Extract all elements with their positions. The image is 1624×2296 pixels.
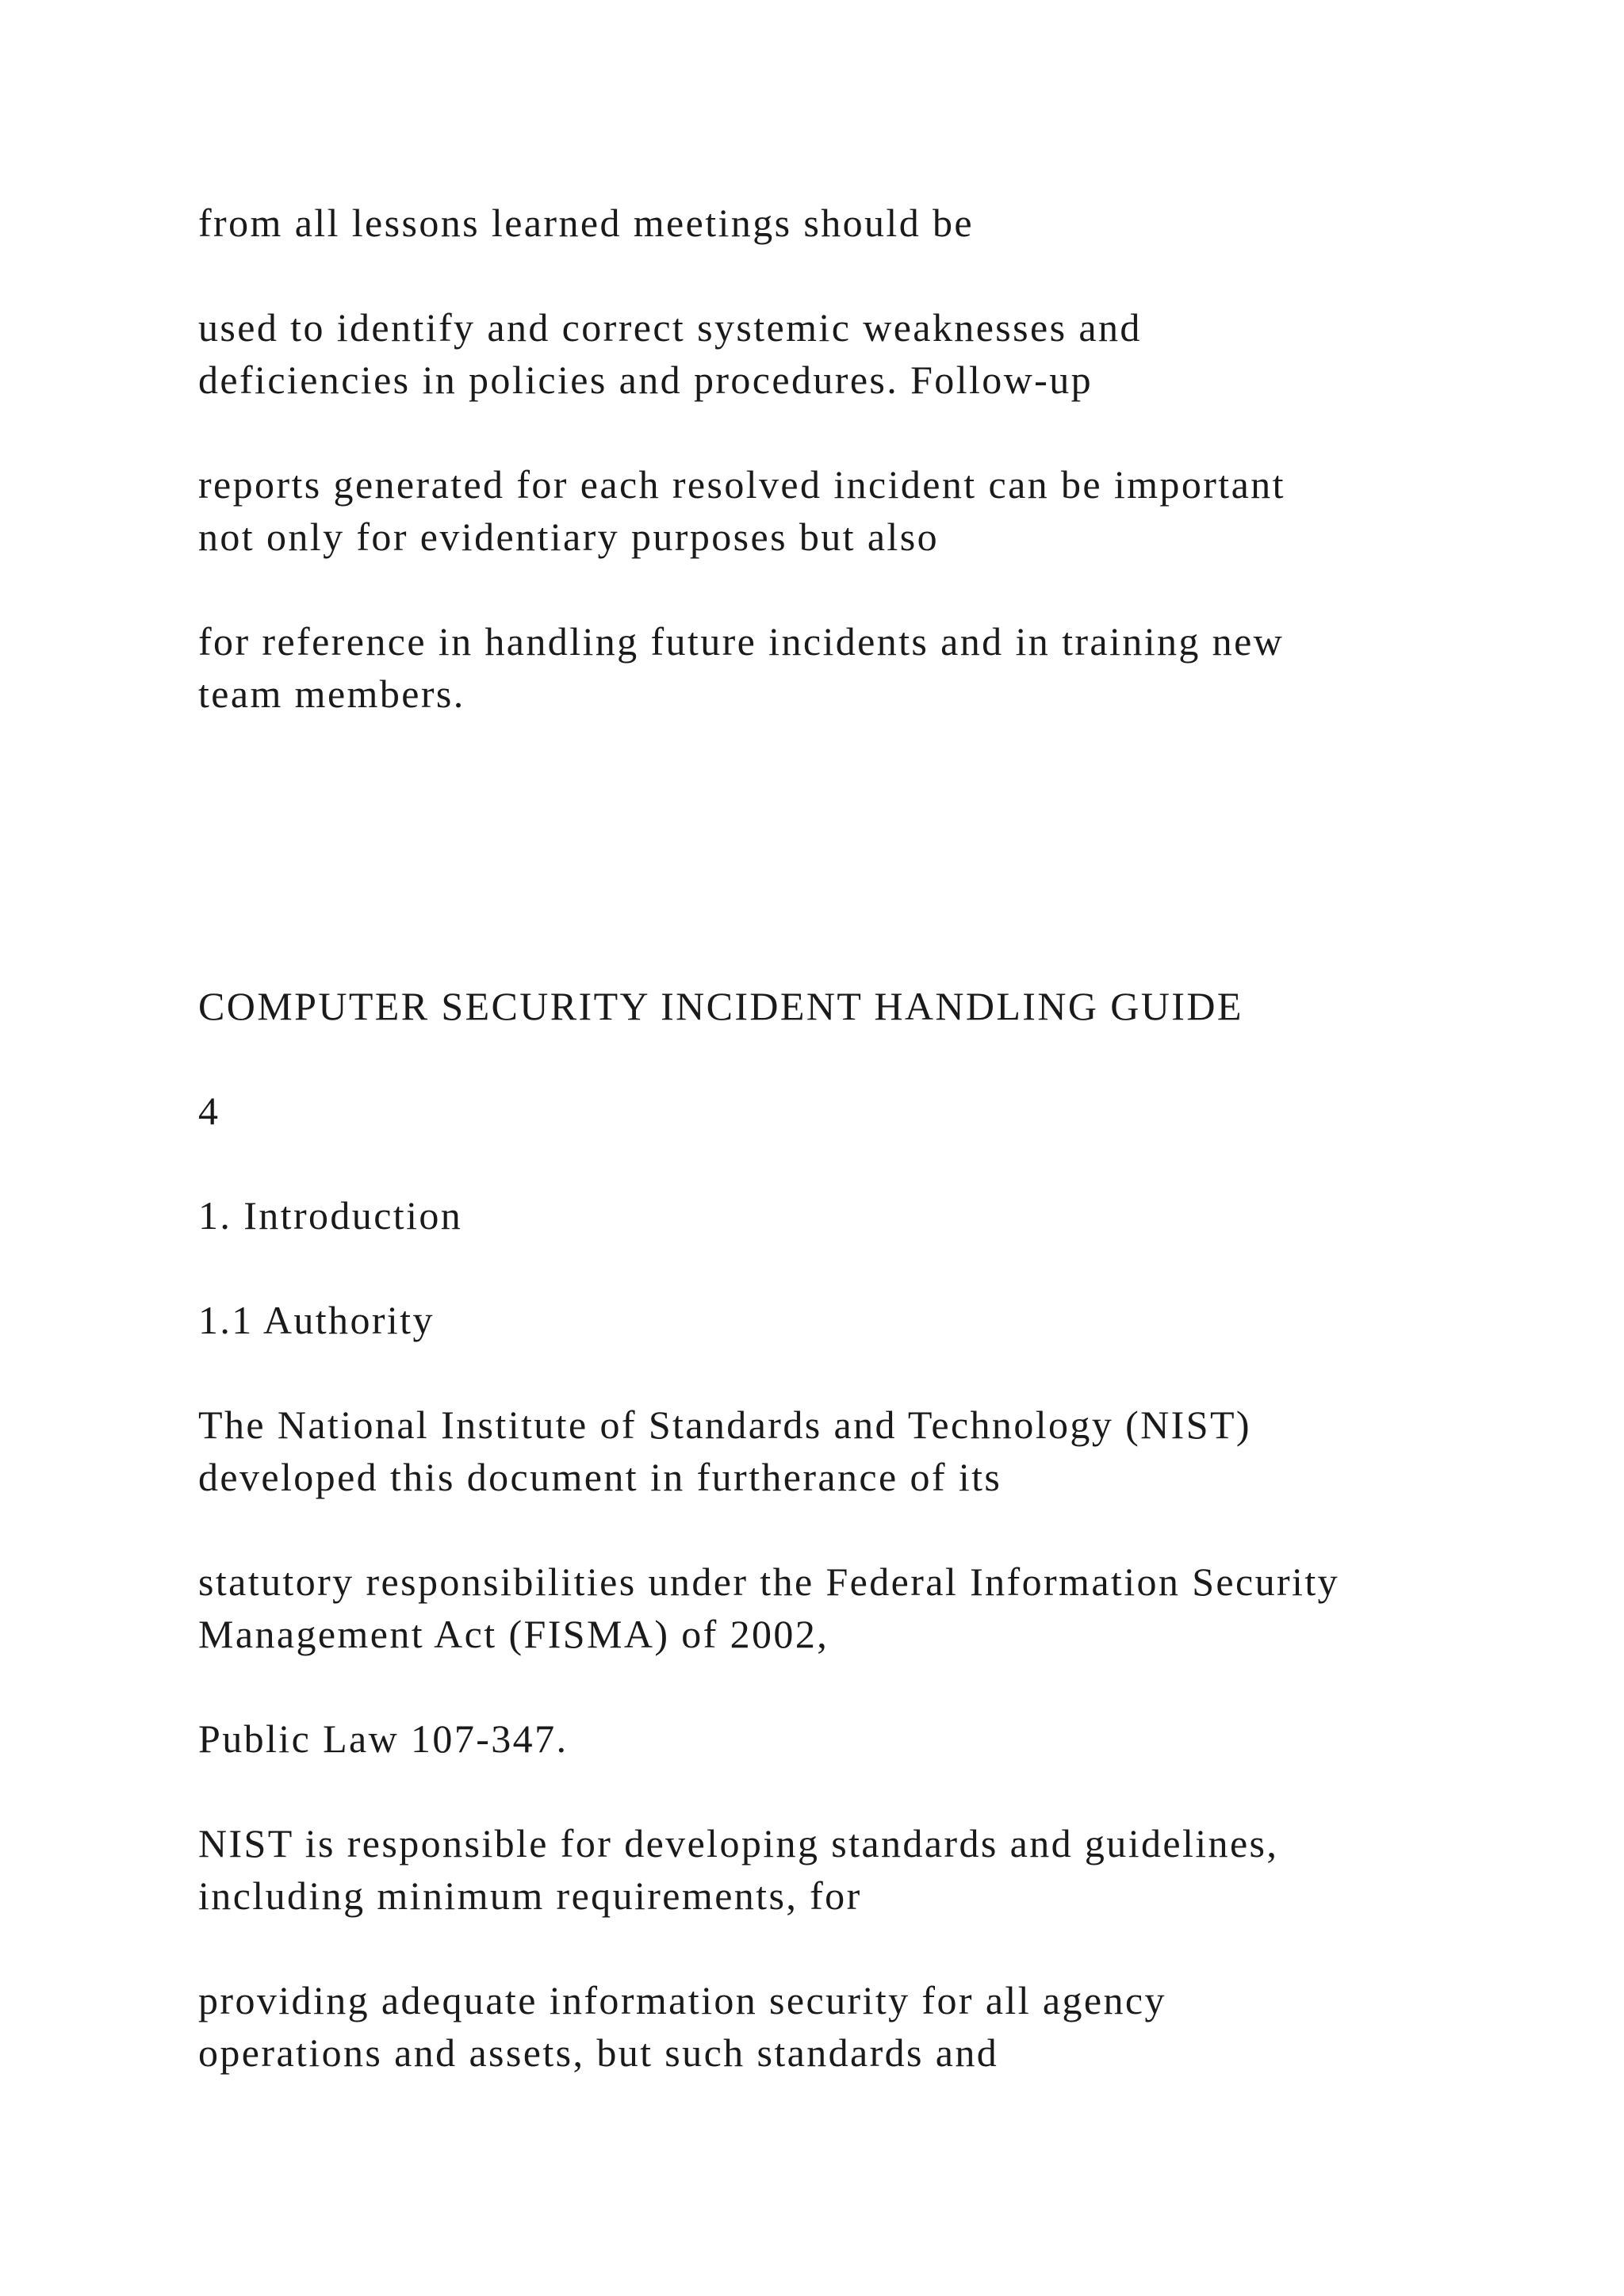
body-text-line: for reference in handling future incidents and in training new: [198, 619, 1285, 664]
body-text-line: team members.: [198, 672, 465, 716]
body-text-line: deficiencies in policies and procedures. Follow-up: [198, 358, 1094, 402]
body-text-line: statutory responsibilities under the Federal Information Security: [198, 1559, 1340, 1604]
body-text-line: developed this document in furtherance of its: [198, 1455, 1002, 1499]
body-text-line: NIST is responsible for developing standards and guidelines,: [198, 1821, 1279, 1866]
body-text-line: reports generated for each resolved incident can be important: [198, 462, 1285, 507]
body-text-line: used to identify and correct systemic weaknesses and: [198, 305, 1142, 350]
body-text-line: operations and assets, but such standards and: [198, 2030, 999, 2075]
body-text-line: The National Institute of Standards and Technology (NIST): [198, 1402, 1251, 1447]
body-text-line: not only for evidentiary purposes but also: [198, 515, 939, 559]
subsection-heading: 1.1 Authority: [198, 1298, 435, 1342]
section-heading: 1. Introduction: [198, 1193, 463, 1238]
body-text-line: including minimum requirements, for: [198, 1873, 862, 1918]
running-header: COMPUTER SECURITY INCIDENT HANDLING GUIDE: [198, 984, 1243, 1028]
body-text-line: providing adequate information security for all agency: [198, 1978, 1166, 2022]
body-text-line: Management Act (FISMA) of 2002,: [198, 1612, 829, 1656]
body-text-line: from all lessons learned meetings should be: [198, 201, 975, 245]
body-text-line: Public Law 107-347.: [198, 1716, 569, 1761]
page-number: 4: [198, 1089, 220, 1133]
